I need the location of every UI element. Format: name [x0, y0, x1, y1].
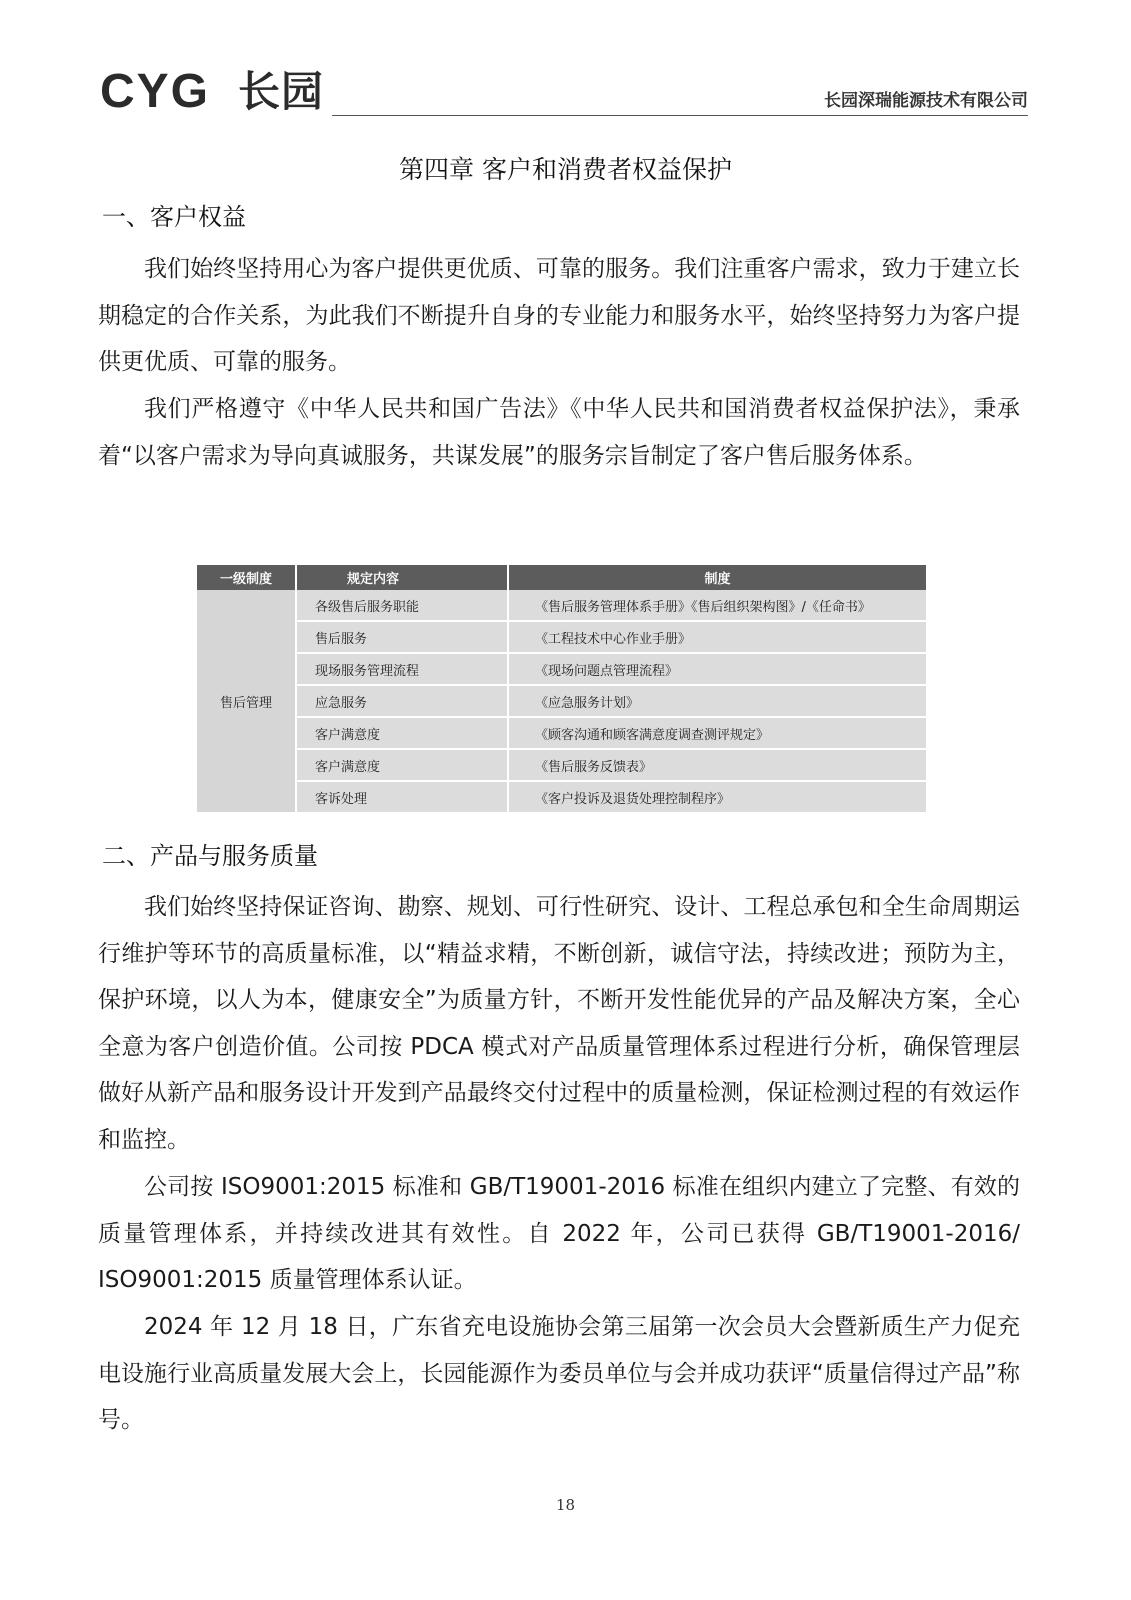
table-cell-system: 《应急服务计划》 — [508, 685, 926, 717]
section-heading-quality: 二、产品与服务质量 — [102, 842, 318, 870]
table-cell-content: 售后服务 — [296, 621, 508, 653]
page-header — [100, 66, 1028, 118]
table-cell-system: 《顾客沟通和顾客满意度调查测评规定》 — [508, 717, 926, 749]
header-divider — [332, 115, 1028, 116]
after-sales-system-table — [197, 565, 926, 814]
company-logo-latin: CYG — [100, 65, 211, 118]
paragraph-quality-policy: 我们始终坚持保证咨询、勘察、规划、可行性研究、设计、工程总承包和全生命周期运行维护等环节的高质量标准，以“精益求精，不断创新，诚信守法，持续改进；预防为主，保护环境，以人为本，健康安全”为质量方针，不断开发性能优异的产品及解决方案，全心全意为客户创造价值。公司按 PDCA 模式对产品质量管理体系过程进行分析，确保管理层做好从新产品和服务设计开发到产品最终交付过程中的质量检测，保证检测过程的有效运作和监控。 — [98, 894, 1020, 1153]
table-row — [197, 621, 926, 653]
table-cell-system: 《现场问题点管理流程》 — [508, 653, 926, 685]
table-cell-system: 《工程技术中心作业手册》 — [508, 621, 926, 653]
table-row — [197, 781, 926, 813]
table-header-level: 一级制度 — [197, 565, 296, 590]
table-cell-content: 客诉处理 — [296, 781, 508, 813]
chapter-title: 第四章 客户和消费者权益保护 — [399, 155, 732, 184]
table-row — [197, 717, 926, 749]
table-row — [197, 590, 926, 621]
table-row — [197, 653, 926, 685]
paragraph-customer-commitment: 我们始终坚持用心为客户提供更优质、可靠的服务。我们注重客户需求，致力于建立长期稳定的合作关系，为此我们不断提升自身的专业能力和服务水平，始终坚持努力为客户提供更优质、可靠的服务。 — [98, 256, 1020, 375]
paragraph-award: 2024 年 12 月 18 日，广东省充电设施协会第三届第一次会员大会暨新质生产力促充电设施行业高质量发展大会上，长园能源作为委员单位与会并成功获评“质量信得过产品”称号。 — [98, 1314, 1020, 1433]
table-category-cell: 售后管理 — [197, 590, 296, 813]
table-cell-content: 现场服务管理流程 — [296, 653, 508, 685]
table-row — [197, 685, 926, 717]
table-cell-system: 《售后服务反馈表》 — [508, 749, 926, 781]
table-cell-content: 各级售后服务职能 — [296, 590, 508, 621]
table-cell-content: 客户满意度 — [296, 717, 508, 749]
company-name: 长园深瑞能源技术有限公司 — [824, 91, 1028, 111]
table-row — [197, 749, 926, 781]
paragraph-legal-compliance: 我们严格遵守《中华人民共和国广告法》《中华人民共和国消费者权益保护法》，秉承着“以客户需求为导向真诚服务，共谋发展”的服务宗旨制定了客户售后服务体系。 — [98, 396, 1020, 469]
table-header-content: 规定内容 — [296, 565, 508, 590]
section-heading-customer-rights: 一、客户权益 — [102, 203, 246, 231]
table-cell-system: 《售后服务管理体系手册》《售后组织架构图》/《任命书》 — [508, 590, 926, 621]
table-cell-content: 应急服务 — [296, 685, 508, 717]
paragraph-iso-certification: 公司按 ISO9001:2015 标准和 GB/T19001-2016 标准在组织内建立了完整、有效的质量管理体系，并持续改进其有效性。自 2022 年，公司已获得 GB/T19001-2016/ ISO9001:2015 质量管理体系认证。 — [98, 1174, 1020, 1293]
table-header-row — [197, 565, 926, 590]
table-cell-content: 客户满意度 — [296, 749, 508, 781]
table-cell-system: 《客户投诉及退货处理控制程序》 — [508, 781, 926, 813]
page-number: 18 — [555, 1496, 576, 1514]
company-logo-chinese: 长园 — [238, 67, 325, 116]
table-header-system: 制度 — [508, 565, 926, 590]
